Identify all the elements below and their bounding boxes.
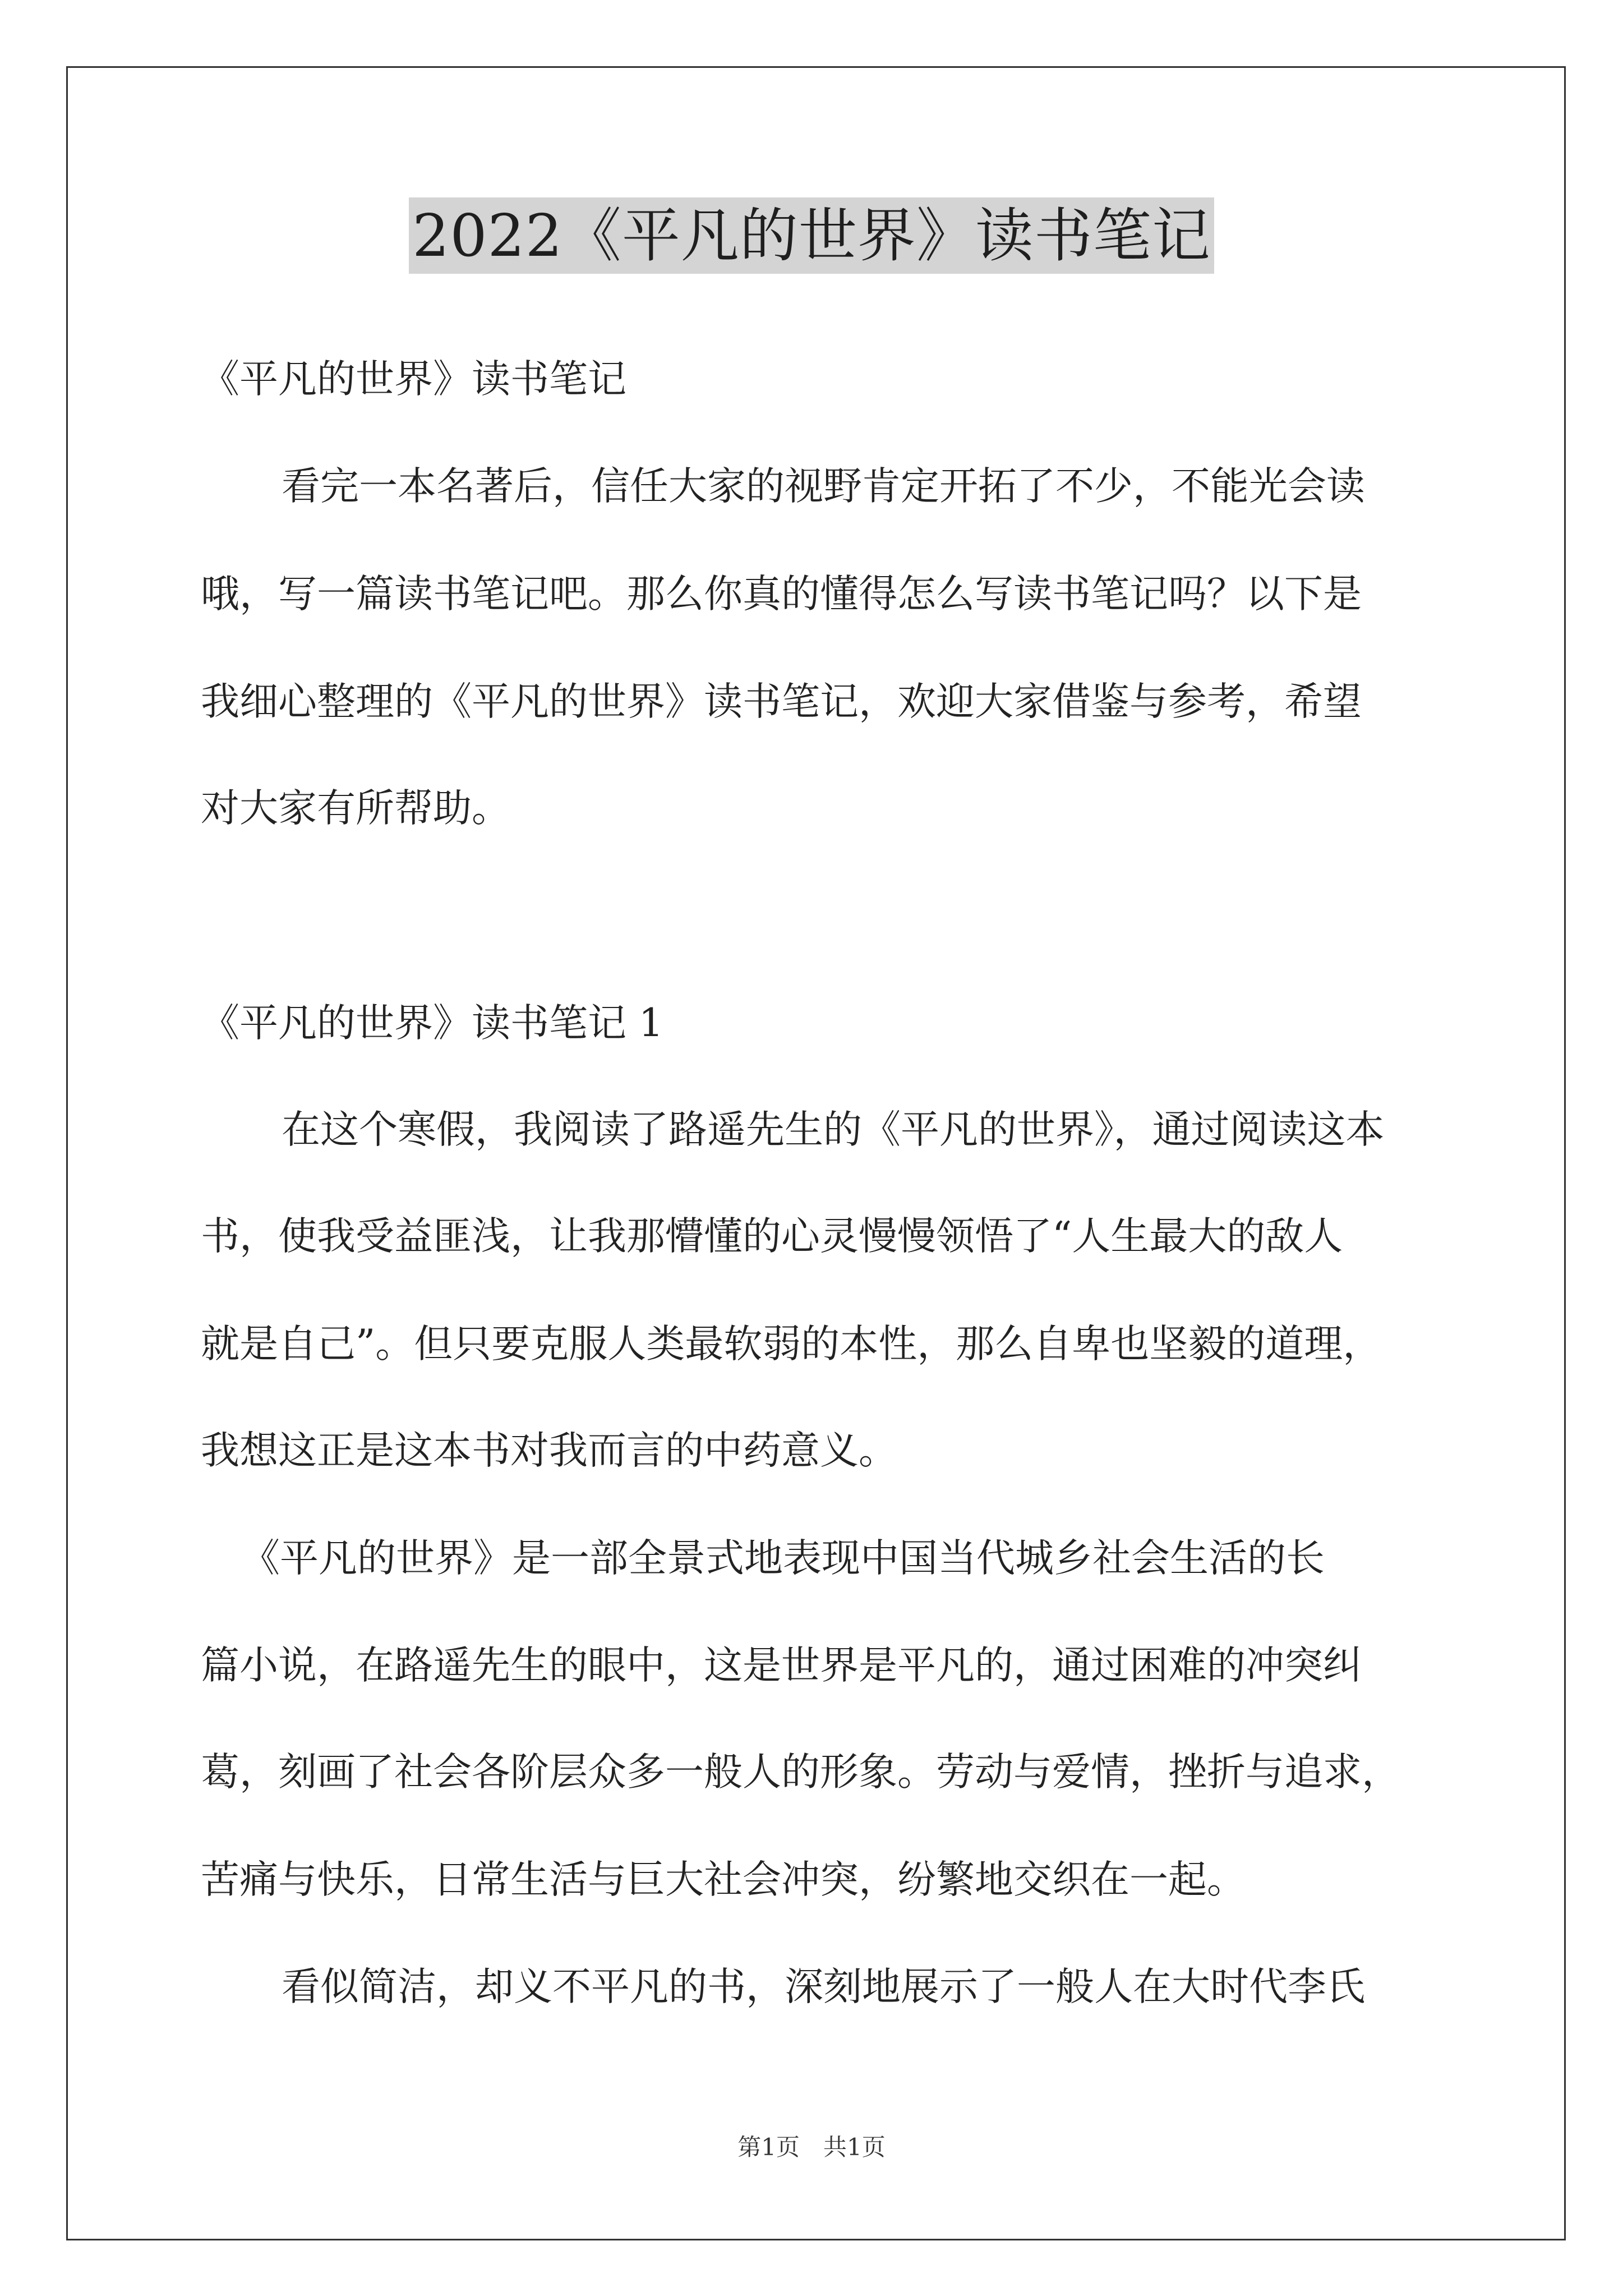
paragraph-line: 葛，刻画了社会各阶层众多一般人的形象。劳动与爱情，挫折与追求， (201, 1750, 1400, 1795)
intro-line: 看完一本名著后，信任大家的视野肯定开拓了不少，不能光会读 (282, 464, 1365, 509)
paragraph-line: 《平凡的世界》是一部全景式地表现中国当代城乡社会生活的长 (241, 1536, 1325, 1581)
paragraph-line: 书，使我受益匪浅，让我那懵懂的心灵慢慢领悟了“人生最大的敌人 (201, 1214, 1343, 1259)
paragraph-line: 就是自己”。但只要克服人类最软弱的本性，那么自卑也坚毅的道理， (201, 1322, 1382, 1366)
paragraph-line: 看似简洁，却义不平凡的书，深刻地展示了一般人在大时代李氏 (282, 1964, 1365, 2009)
intro-line: 对大家有所帮助。 (201, 786, 510, 831)
paragraph-line: 苦痛与快乐，日常生活与巨大社会冲突，纷繁地交织在一起。 (201, 1857, 1246, 1902)
intro-line: 我细心整理的《平凡的世界》读书笔记，欢迎大家借鉴与参考，希望 (201, 679, 1362, 724)
paragraph-line: 在这个寒假，我阅读了路遥先生的《平凡的世界》，通过阅读这本 (282, 1107, 1385, 1152)
intro-line: 哦，写一篇读书笔记吧。那么你真的懂得怎么写读书笔记吗？以下是 (201, 572, 1362, 616)
paragraph-line: 我想这正是这本书对我而言的中药意义。 (201, 1428, 897, 1473)
paragraph-line: 篇小说，在路遥先生的眼中，这是世界是平凡的，通过困难的冲突纠 (201, 1643, 1362, 1688)
document-subtitle: 《平凡的世界》读书笔记 (201, 357, 626, 402)
section-heading: 《平凡的世界》读书笔记 1 (201, 1001, 663, 1046)
document-title: 2022《平凡的世界》读书笔记 (409, 197, 1214, 274)
page-number-footer: 第1页 共1页 (737, 2133, 886, 2161)
title-container (0, 197, 1623, 274)
